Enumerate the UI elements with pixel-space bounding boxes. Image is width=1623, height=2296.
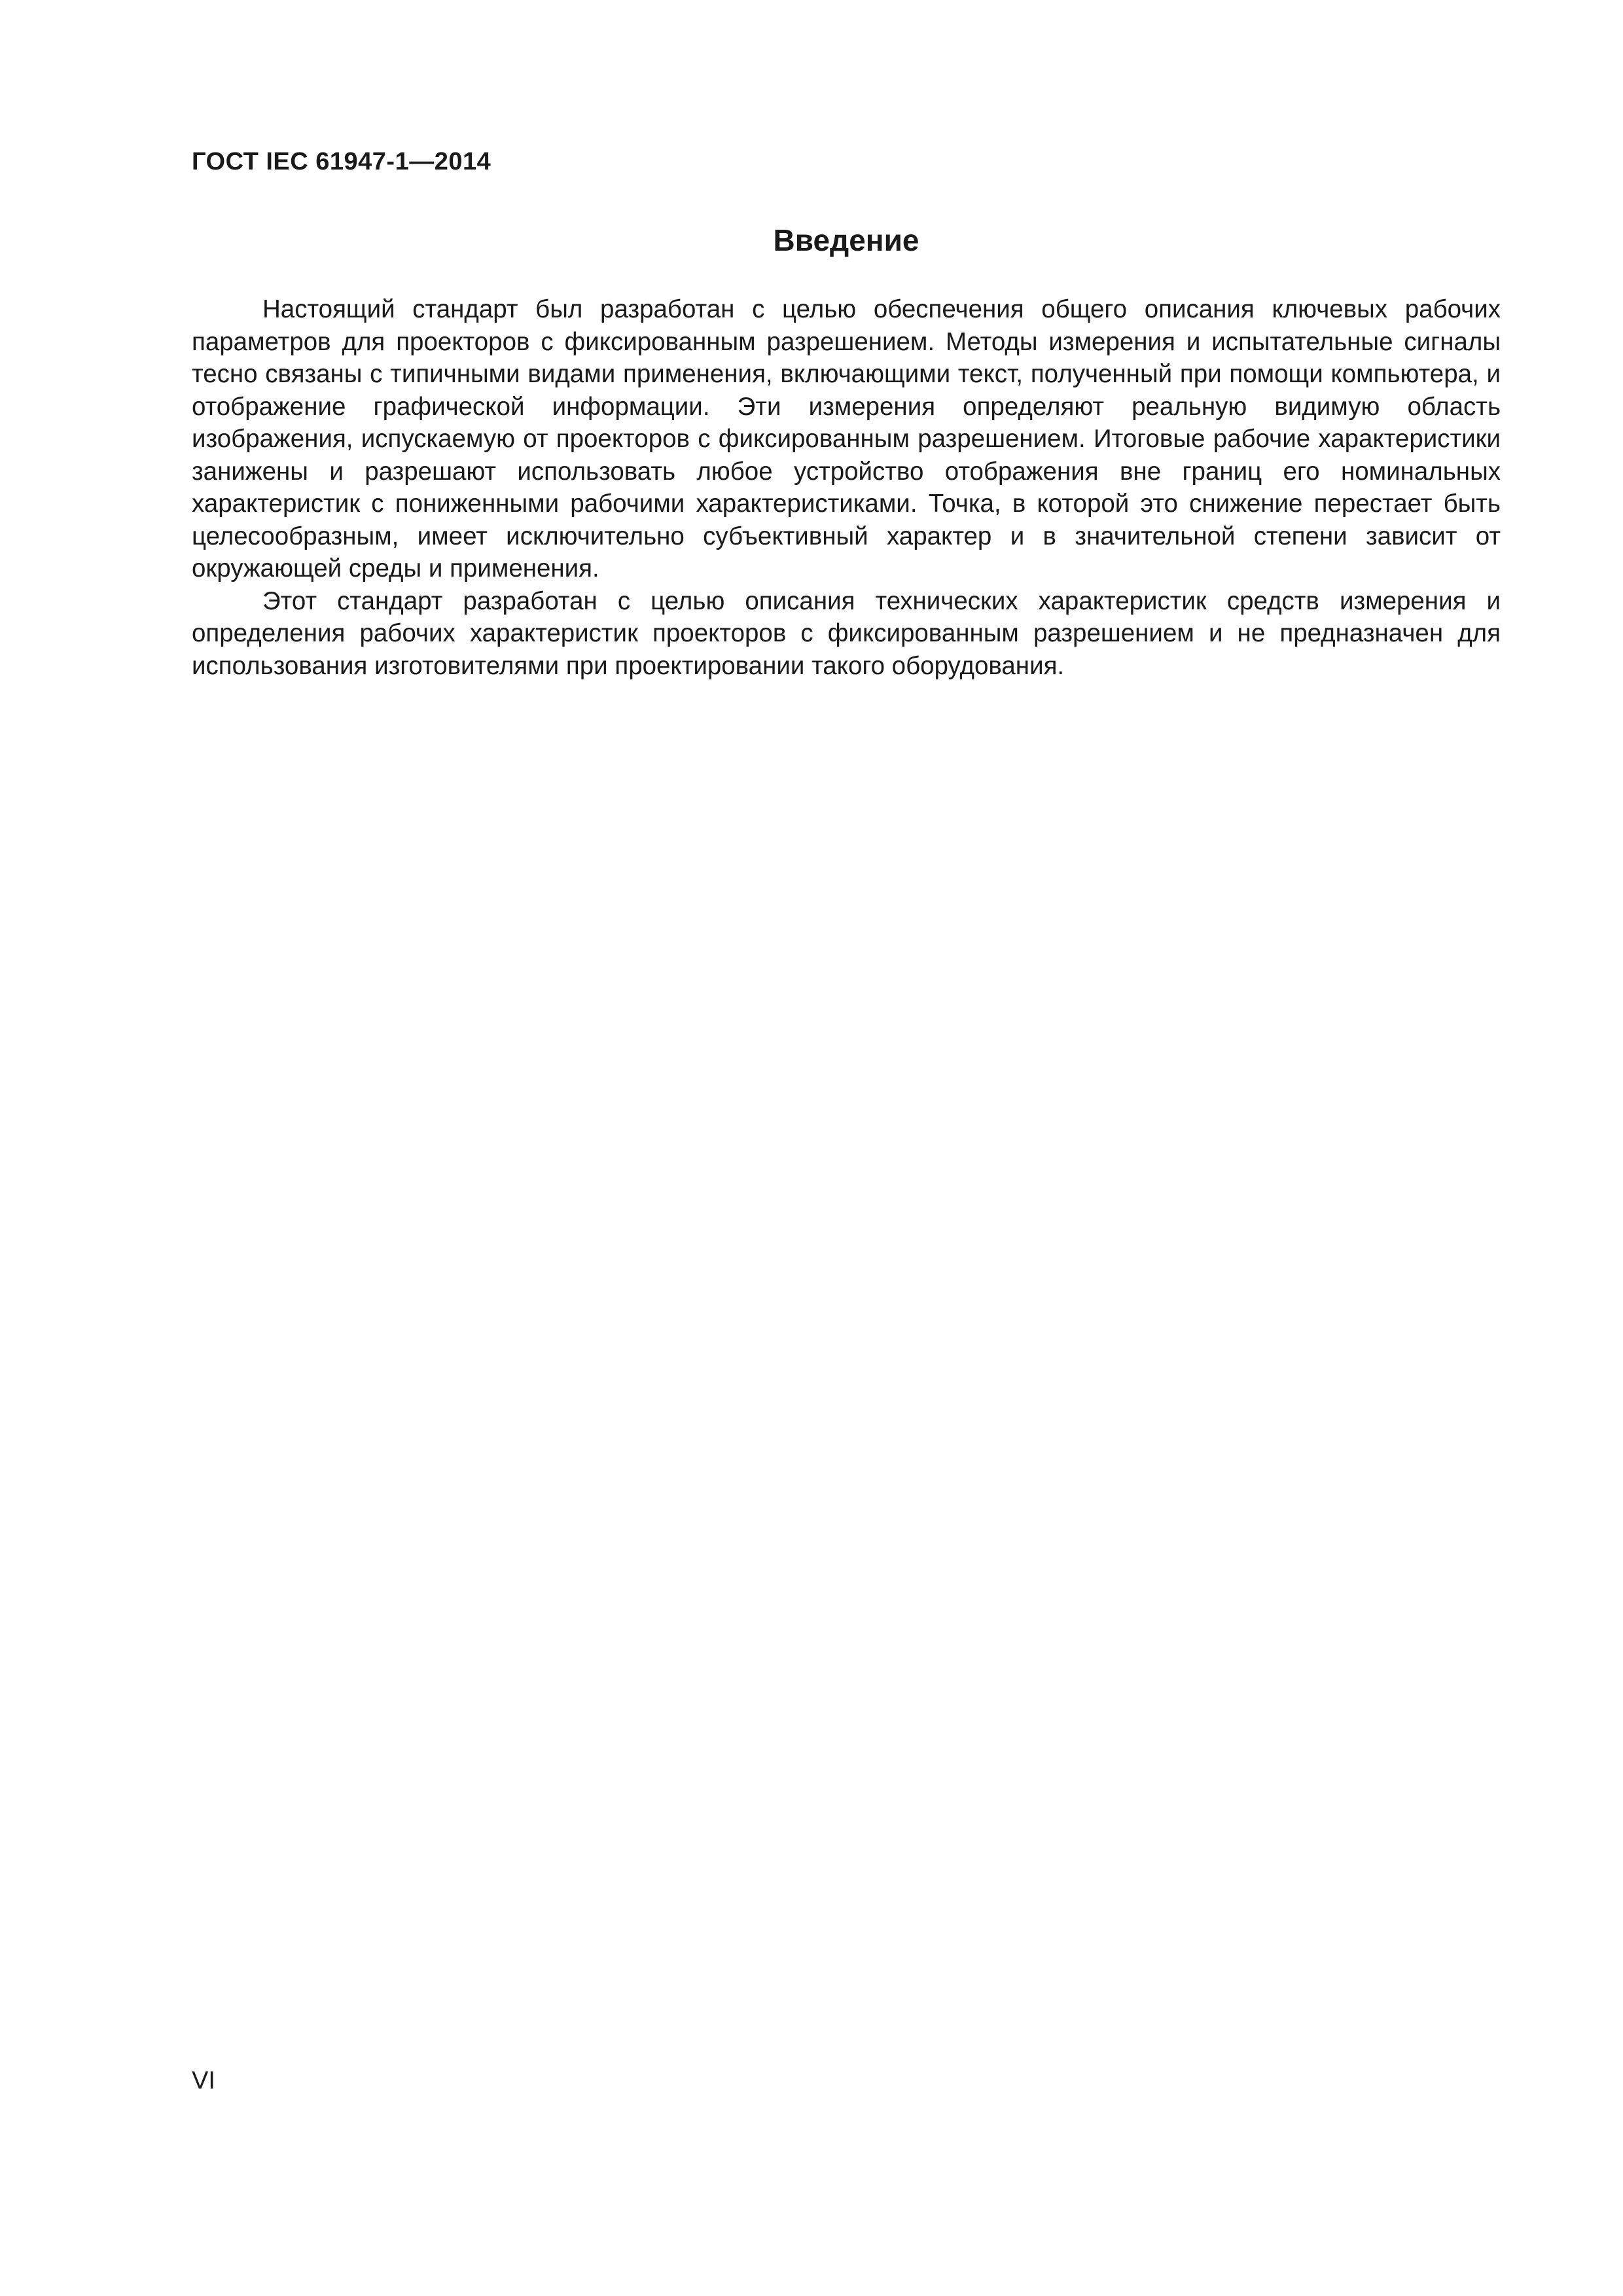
page-number: VI: [192, 2067, 215, 2094]
body-text: [192, 293, 1501, 682]
paragraph: Этот стандарт разработан с целью описания технических характеристик средств измерения и определения рабочих характеристик проекторов с фиксированным разрешением и не предназначен для использования изготовителями при проектировании такого оборудования.: [192, 586, 1501, 680]
section-title: Введение: [773, 223, 919, 257]
paragraph: Настоящий стандарт был разработан с целью обеспечения общего описания ключевых рабочих параметров для проекторов с фиксированным разрешением. Методы измерения и испытательные сигналы тесно связаны с типичными видами применения, включающими текст, полученный при помощи компьютера, и отображение графической информации. Эти измерения определяют реальную видимую область изображения, испускаемую от проекторов с фиксированным разрешением. Итоговые рабочие характеристики занижены и разрешают использовать любое устройство отображения вне границ его номинальных характеристик с пониженными рабочими характеристиками. Точка, в которой это снижение перестает быть целесообразным, имеет исключительно субъективный характер и в значительной степени зависит от окружающей среды и применения.: [192, 295, 1501, 583]
document-header: ГОСТ IEC 61947-1—2014: [192, 148, 491, 175]
